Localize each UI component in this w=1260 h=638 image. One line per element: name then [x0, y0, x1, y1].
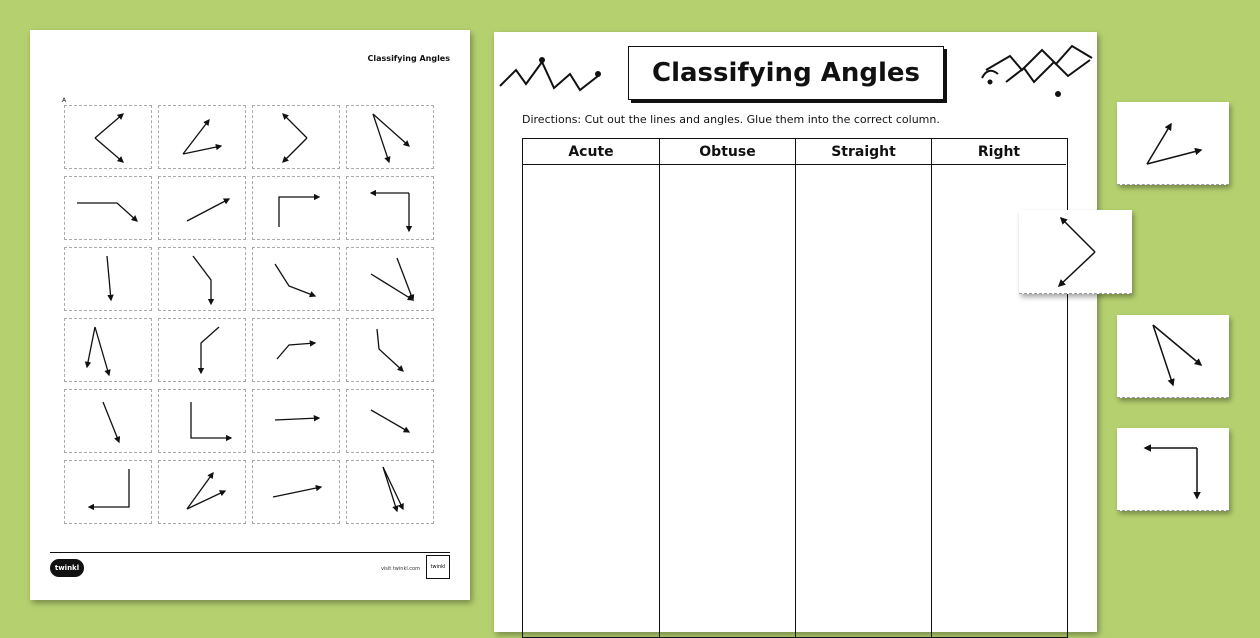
angle-ray: [187, 199, 229, 221]
angle-card: [64, 247, 152, 311]
angle-ray: [77, 203, 137, 221]
angle-drawing: [347, 248, 435, 312]
angle-ray: [377, 329, 403, 371]
angle-card: [252, 460, 340, 524]
angle-card: [64, 105, 152, 169]
angle-drawing: [253, 106, 341, 170]
angle-card: [252, 176, 340, 240]
angle-card: [346, 389, 434, 453]
angle-drawing: [1117, 315, 1229, 397]
angle-ray: [279, 197, 319, 227]
angle-drawing: [347, 461, 435, 525]
angle-ray: [273, 487, 321, 497]
angle-drawing: [1019, 210, 1132, 293]
angle-ray: [89, 469, 129, 507]
angle-drawing: [65, 248, 153, 312]
angle-drawing: [347, 177, 435, 241]
angle-card: [252, 247, 340, 311]
angle-card: [252, 389, 340, 453]
angle-ray: [275, 418, 319, 420]
angle-ray: [95, 114, 123, 138]
angle-card: [158, 247, 246, 311]
angle-drawing: [159, 177, 247, 241]
angle-drawing: [347, 390, 435, 454]
worksheet-title: Classifying Angles: [628, 46, 944, 100]
angle-drawing: [253, 390, 341, 454]
angle-drawing: [159, 248, 247, 312]
column-header-obtuse: Obtuse: [660, 139, 795, 165]
angle-ray: [397, 258, 413, 300]
angle-ray: [383, 467, 397, 511]
sorting-worksheet: [494, 32, 1097, 632]
column-obtuse: [660, 139, 796, 637]
angle-ray: [371, 274, 413, 300]
angle-card: [252, 105, 340, 169]
cutout-card-right-angle-2[interactable]: [1117, 428, 1229, 511]
angle-card: [158, 389, 246, 453]
twinkl-logo: twinkl: [50, 559, 84, 577]
column-straight: [796, 139, 932, 637]
angle-drawing: [65, 106, 153, 170]
angle-card: [346, 105, 434, 169]
column-header-right: Right: [932, 139, 1066, 165]
zigzag-decoration-right: [972, 40, 1097, 110]
angle-drawing: [65, 390, 153, 454]
angle-ray: [191, 402, 231, 438]
angle-drawing: [1117, 102, 1229, 184]
angle-card: [346, 247, 434, 311]
angle-card: [64, 389, 152, 453]
angle-drawing: [253, 177, 341, 241]
angle-ray: [95, 327, 109, 375]
angle-card: [64, 460, 152, 524]
angle-drawing: [347, 319, 435, 383]
angle-card: [64, 318, 152, 382]
angle-ray: [277, 343, 315, 359]
angle-ray: [283, 138, 307, 162]
angle-drawing: [1117, 428, 1229, 510]
footer-divider: [50, 552, 450, 553]
angle-ray: [275, 264, 315, 296]
angle-drawing: [65, 461, 153, 525]
column-header-straight: Straight: [796, 139, 931, 165]
angle-ray: [107, 256, 111, 300]
cutout-sheet: [30, 30, 470, 600]
angle-ray: [193, 256, 211, 304]
angle-ray: [87, 327, 95, 367]
angle-drawing: [159, 390, 247, 454]
angle-ray: [103, 402, 119, 442]
angle-card: [158, 105, 246, 169]
sorting-table: [522, 138, 1068, 638]
column-acute: [523, 139, 660, 637]
cutout-card-right-angle[interactable]: [1019, 210, 1132, 294]
angle-card: [346, 318, 434, 382]
cutout-card-acute[interactable]: [1117, 102, 1229, 185]
angle-card: [64, 176, 152, 240]
angle-drawing: [159, 461, 247, 525]
angle-card: [346, 176, 434, 240]
directions-text: Directions: Cut out the lines and angles. Glue them into the correct column.: [522, 113, 940, 126]
angle-ray: [201, 327, 219, 373]
zigzag-decoration-left: [494, 50, 614, 110]
cutout-sheet-title: Classifying Angles: [367, 54, 450, 63]
column-header-acute: Acute: [523, 139, 659, 165]
angle-drawing: [65, 319, 153, 383]
angle-ray: [187, 473, 213, 509]
angle-drawing: [253, 248, 341, 312]
cutout-card-acute-2[interactable]: [1117, 315, 1229, 398]
angle-card: [158, 176, 246, 240]
angle-drawing: [347, 106, 435, 170]
badge-logo: twinkl: [426, 555, 450, 579]
angle-drawing: [253, 461, 341, 525]
angle-drawing: [159, 106, 247, 170]
angle-ray: [283, 114, 307, 138]
angle-ray: [371, 410, 409, 432]
angle-drawing: [253, 319, 341, 383]
angle-card: [158, 318, 246, 382]
angle-ray: [95, 138, 123, 162]
angle-drawing: [159, 319, 247, 383]
angle-ray: [383, 467, 403, 509]
angle-card: [346, 460, 434, 524]
angle-card: [252, 318, 340, 382]
corner-letter: A: [62, 97, 67, 104]
angle-card: [158, 460, 246, 524]
angle-drawing: [65, 177, 153, 241]
footer-visit-text: visit twinkl.com: [380, 566, 420, 572]
